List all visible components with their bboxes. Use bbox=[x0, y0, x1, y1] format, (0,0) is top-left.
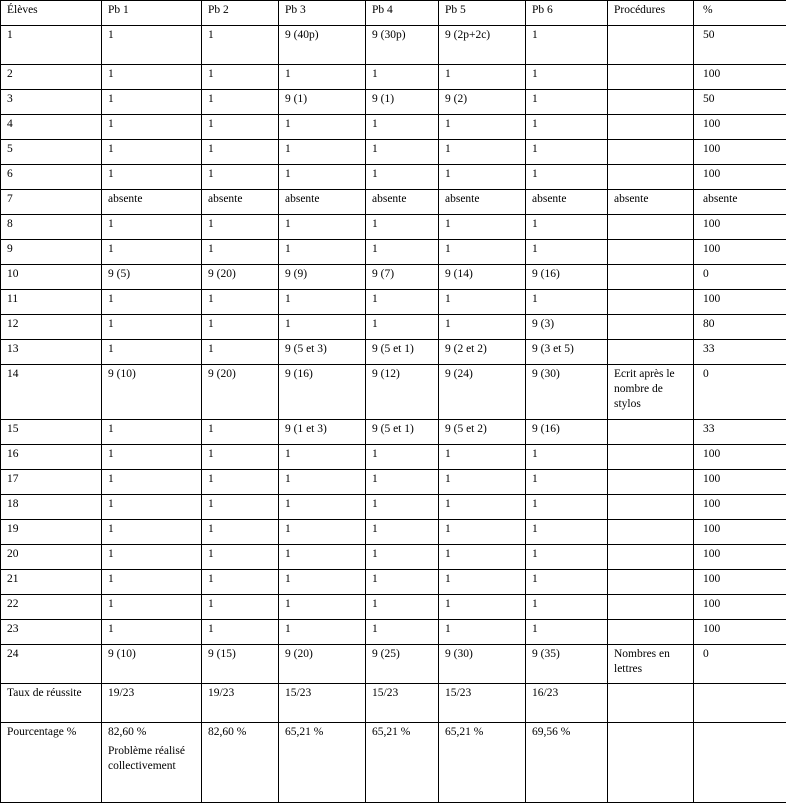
table-row bbox=[1, 265, 786, 290]
cell-pb1: 1 bbox=[102, 140, 202, 165]
cell-pb6: 1 bbox=[526, 545, 608, 570]
cell-eleve: 4 bbox=[1, 115, 102, 140]
cell-pb2: 1 bbox=[202, 545, 279, 570]
cell-pb5: 1 bbox=[439, 65, 526, 90]
cell-eleve: 24 bbox=[1, 645, 102, 684]
cell-pb4: 1 bbox=[366, 215, 439, 240]
percentage-value: 82,60 % bbox=[108, 726, 147, 738]
cell-pb6: 1 bbox=[526, 290, 608, 315]
cell-procedures bbox=[608, 470, 694, 495]
cell-pb5: 1 bbox=[439, 620, 526, 645]
cell-pb4: 1 bbox=[366, 65, 439, 90]
pourcentage-row bbox=[1, 723, 786, 803]
cell-procedures bbox=[608, 723, 694, 803]
cell-pb1: 1 bbox=[102, 165, 202, 190]
cell-pb6: 69,56 % bbox=[526, 723, 608, 803]
cell-eleve: 1 bbox=[1, 26, 102, 65]
cell-pourcent: absente bbox=[694, 190, 786, 215]
cell-procedures bbox=[608, 26, 694, 65]
cell-pb2: 1 bbox=[202, 340, 279, 365]
cell-pb6: 9 (35) bbox=[526, 645, 608, 684]
table-row bbox=[1, 115, 786, 140]
table-row bbox=[1, 445, 786, 470]
cell-procedures bbox=[608, 140, 694, 165]
cell-pb2: 1 bbox=[202, 65, 279, 90]
cell-eleve: 8 bbox=[1, 215, 102, 240]
table-row bbox=[1, 620, 786, 645]
table-row bbox=[1, 340, 786, 365]
cell-pb5: 1 bbox=[439, 115, 526, 140]
cell-eleve: 17 bbox=[1, 470, 102, 495]
cell-pourcent: 100 bbox=[694, 520, 786, 545]
cell-eleve: 18 bbox=[1, 495, 102, 520]
cell-pb2: 1 bbox=[202, 520, 279, 545]
cell-pb4: 1 bbox=[366, 290, 439, 315]
cell-pb1: 1 bbox=[102, 470, 202, 495]
cell-eleve: Taux de réussite bbox=[1, 684, 102, 723]
cell-eleve: 11 bbox=[1, 290, 102, 315]
cell-pb4: 15/23 bbox=[366, 684, 439, 723]
cell-procedures bbox=[608, 215, 694, 240]
table-row bbox=[1, 26, 786, 65]
cell-pb4: Pb 4 bbox=[366, 1, 439, 26]
cell-pb6: 1 bbox=[526, 90, 608, 115]
cell-pourcent: 100 bbox=[694, 595, 786, 620]
cell-pb6: 1 bbox=[526, 620, 608, 645]
table-body bbox=[1, 1, 786, 803]
cell-pb4: 9 (12) bbox=[366, 365, 439, 420]
cell-pourcent: 100 bbox=[694, 240, 786, 265]
cell-pb2: 1 bbox=[202, 215, 279, 240]
cell-pourcent: 0 bbox=[694, 265, 786, 290]
cell-pourcent: 100 bbox=[694, 570, 786, 595]
cell-pb1: 1 bbox=[102, 290, 202, 315]
cell-pb4: absente bbox=[366, 190, 439, 215]
cell-pb3: 1 bbox=[279, 115, 366, 140]
cell-pb6: 1 bbox=[526, 445, 608, 470]
cell-eleve: 23 bbox=[1, 620, 102, 645]
cell-pb1: 1 bbox=[102, 90, 202, 115]
cell-eleve: 12 bbox=[1, 315, 102, 340]
cell-eleve: 21 bbox=[1, 570, 102, 595]
cell-pb5: 9 (24) bbox=[439, 365, 526, 420]
cell-pb3: 1 bbox=[279, 290, 366, 315]
cell-pb5: 9 (14) bbox=[439, 265, 526, 290]
table-row bbox=[1, 190, 786, 215]
cell-pb5: 1 bbox=[439, 595, 526, 620]
cell-pb3: 1 bbox=[279, 165, 366, 190]
cell-eleve: Pourcentage % bbox=[1, 723, 102, 803]
cell-pb1: 1 bbox=[102, 545, 202, 570]
cell-pb6: 1 bbox=[526, 520, 608, 545]
table-row bbox=[1, 215, 786, 240]
cell-pb1: absente bbox=[102, 190, 202, 215]
cell-pb1: 1 bbox=[102, 620, 202, 645]
cell-pb6: 1 bbox=[526, 115, 608, 140]
cell-pb4: 9 (1) bbox=[366, 90, 439, 115]
cell-procedures bbox=[608, 115, 694, 140]
cell-pourcent: 100 bbox=[694, 470, 786, 495]
cell-procedures bbox=[608, 90, 694, 115]
cell-eleve: 2 bbox=[1, 65, 102, 90]
cell-pb1: 19/23 bbox=[102, 684, 202, 723]
cell-pourcent bbox=[694, 684, 786, 723]
cell-procedures bbox=[608, 520, 694, 545]
cell-procedures bbox=[608, 420, 694, 445]
cell-pb3: 1 bbox=[279, 315, 366, 340]
cell-pb5: absente bbox=[439, 190, 526, 215]
table-row bbox=[1, 545, 786, 570]
cell-pb2: 1 bbox=[202, 90, 279, 115]
cell-pb1: 1 bbox=[102, 520, 202, 545]
cell-pourcent: 100 bbox=[694, 445, 786, 470]
cell-pourcent: 100 bbox=[694, 495, 786, 520]
cell-procedures bbox=[608, 65, 694, 90]
cell-pb1: 1 bbox=[102, 240, 202, 265]
cell-procedures bbox=[608, 620, 694, 645]
cell-eleve: Élèves bbox=[1, 1, 102, 26]
cell-pourcent bbox=[694, 723, 786, 803]
cell-eleve: 3 bbox=[1, 90, 102, 115]
cell-eleve: 13 bbox=[1, 340, 102, 365]
cell-pb6: 1 bbox=[526, 240, 608, 265]
cell-pb3: 1 bbox=[279, 545, 366, 570]
cell-pourcent: 80 bbox=[694, 315, 786, 340]
cell-pourcent: 100 bbox=[694, 65, 786, 90]
cell-pourcent: 100 bbox=[694, 165, 786, 190]
cell-pb6: 1 bbox=[526, 165, 608, 190]
taux-row bbox=[1, 684, 786, 723]
cell-pb3: 9 (16) bbox=[279, 365, 366, 420]
cell-procedures: Nombres en lettres bbox=[608, 645, 694, 684]
cell-eleve: 9 bbox=[1, 240, 102, 265]
cell-pb5: 1 bbox=[439, 470, 526, 495]
table-row bbox=[1, 470, 786, 495]
table-row bbox=[1, 595, 786, 620]
cell-pourcent: 100 bbox=[694, 290, 786, 315]
cell-pb3: 1 bbox=[279, 470, 366, 495]
cell-pb4: 1 bbox=[366, 445, 439, 470]
cell-pb1: 1 bbox=[102, 340, 202, 365]
cell-procedures bbox=[608, 495, 694, 520]
cell-pb1: 1 bbox=[102, 65, 202, 90]
cell-pb6: 16/23 bbox=[526, 684, 608, 723]
cell-pb1: 9 (10) bbox=[102, 365, 202, 420]
cell-eleve: 6 bbox=[1, 165, 102, 190]
table-row bbox=[1, 315, 786, 340]
cell-pb3: 15/23 bbox=[279, 684, 366, 723]
cell-pb5: 9 (2p+2c) bbox=[439, 26, 526, 65]
cell-pb1: 1 bbox=[102, 595, 202, 620]
cell-pb5: 15/23 bbox=[439, 684, 526, 723]
cell-pb5: 1 bbox=[439, 140, 526, 165]
cell-pb3: absente bbox=[279, 190, 366, 215]
cell-pb6: 9 (30) bbox=[526, 365, 608, 420]
cell-pb4: 9 (5 et 1) bbox=[366, 420, 439, 445]
table-row bbox=[1, 240, 786, 265]
cell-pb5: 1 bbox=[439, 570, 526, 595]
cell-pb3: 1 bbox=[279, 65, 366, 90]
table-row bbox=[1, 365, 786, 420]
table-row bbox=[1, 290, 786, 315]
cell-pb5: 9 (5 et 2) bbox=[439, 420, 526, 445]
cell-pb5: 1 bbox=[439, 315, 526, 340]
cell-pb2: 9 (15) bbox=[202, 645, 279, 684]
cell-pourcent: 100 bbox=[694, 140, 786, 165]
cell-eleve: 5 bbox=[1, 140, 102, 165]
cell-procedures bbox=[608, 684, 694, 723]
cell-pb2: 1 bbox=[202, 445, 279, 470]
cell-pb2: 82,60 % bbox=[202, 723, 279, 803]
cell-pb6: 9 (16) bbox=[526, 420, 608, 445]
cell-pb4: 1 bbox=[366, 520, 439, 545]
cell-pb5: 1 bbox=[439, 290, 526, 315]
cell-pb4: 1 bbox=[366, 570, 439, 595]
cell-eleve: 19 bbox=[1, 520, 102, 545]
cell-pb1: 9 (5) bbox=[102, 265, 202, 290]
cell-pb3: 9 (1 et 3) bbox=[279, 420, 366, 445]
cell-pourcent: 33 bbox=[694, 420, 786, 445]
cell-procedures bbox=[608, 545, 694, 570]
cell-pb4: 9 (7) bbox=[366, 265, 439, 290]
cell-pb6: 9 (16) bbox=[526, 265, 608, 290]
cell-pb1: 1 bbox=[102, 570, 202, 595]
cell-eleve: 22 bbox=[1, 595, 102, 620]
cell-pb2: 9 (20) bbox=[202, 265, 279, 290]
cell-eleve: 10 bbox=[1, 265, 102, 290]
cell-pb1: 9 (10) bbox=[102, 645, 202, 684]
header-row bbox=[1, 1, 786, 26]
cell-pourcent: 50 bbox=[694, 26, 786, 65]
cell-pb5: 9 (30) bbox=[439, 645, 526, 684]
cell-pb4: 9 (5 et 1) bbox=[366, 340, 439, 365]
cell-pb6: 1 bbox=[526, 140, 608, 165]
cell-pb4: 1 bbox=[366, 140, 439, 165]
cell-pb3: 9 (5 et 3) bbox=[279, 340, 366, 365]
table-row bbox=[1, 65, 786, 90]
table-row bbox=[1, 495, 786, 520]
cell-procedures bbox=[608, 595, 694, 620]
cell-pb4: 1 bbox=[366, 620, 439, 645]
cell-pb2: 1 bbox=[202, 570, 279, 595]
cell-procedures bbox=[608, 315, 694, 340]
cell-eleve: 20 bbox=[1, 545, 102, 570]
cell-pb5: 1 bbox=[439, 215, 526, 240]
cell-pb2: 1 bbox=[202, 420, 279, 445]
collective-note: Problème réalisé collectivement bbox=[108, 745, 185, 772]
cell-procedures bbox=[608, 340, 694, 365]
cell-pb4: 1 bbox=[366, 240, 439, 265]
cell-pb2: 9 (20) bbox=[202, 365, 279, 420]
cell-procedures: absente bbox=[608, 190, 694, 215]
cell-pb2: 1 bbox=[202, 240, 279, 265]
cell-pb2: 1 bbox=[202, 26, 279, 65]
cell-pb2: 1 bbox=[202, 140, 279, 165]
cell-pb4: 65,21 % bbox=[366, 723, 439, 803]
cell-pb4: 1 bbox=[366, 495, 439, 520]
cell-pb2: 19/23 bbox=[202, 684, 279, 723]
cell-pb2: 1 bbox=[202, 165, 279, 190]
cell-procedures bbox=[608, 265, 694, 290]
cell-pb2: 1 bbox=[202, 470, 279, 495]
cell-pb1 bbox=[102, 723, 202, 803]
cell-pb5: 1 bbox=[439, 445, 526, 470]
cell-pb1: 1 bbox=[102, 26, 202, 65]
cell-pb3: 1 bbox=[279, 140, 366, 165]
cell-pb6: 1 bbox=[526, 215, 608, 240]
cell-pb2: 1 bbox=[202, 315, 279, 340]
cell-pb1: 1 bbox=[102, 420, 202, 445]
cell-pb3: 1 bbox=[279, 240, 366, 265]
cell-pb3: 1 bbox=[279, 595, 366, 620]
cell-procedures: Ecrit après le nombre de stylos bbox=[608, 365, 694, 420]
cell-pb5: 65,21 % bbox=[439, 723, 526, 803]
cell-pourcent: 50 bbox=[694, 90, 786, 115]
table-row bbox=[1, 520, 786, 545]
cell-pb1: 1 bbox=[102, 315, 202, 340]
cell-pb1: Pb 1 bbox=[102, 1, 202, 26]
cell-pb6: 9 (3) bbox=[526, 315, 608, 340]
table-row bbox=[1, 140, 786, 165]
cell-procedures bbox=[608, 290, 694, 315]
table-row bbox=[1, 645, 786, 684]
cell-pb6: 1 bbox=[526, 470, 608, 495]
cell-pb2: 1 bbox=[202, 595, 279, 620]
cell-pb5: 1 bbox=[439, 495, 526, 520]
table-row bbox=[1, 570, 786, 595]
cell-pb3: 1 bbox=[279, 215, 366, 240]
cell-pb3: 9 (20) bbox=[279, 645, 366, 684]
cell-pb6: 1 bbox=[526, 26, 608, 65]
cell-pourcent: 0 bbox=[694, 365, 786, 420]
cell-eleve: 7 bbox=[1, 190, 102, 215]
cell-pb6: 9 (3 et 5) bbox=[526, 340, 608, 365]
cell-pb1: 1 bbox=[102, 215, 202, 240]
cell-pb3: 9 (1) bbox=[279, 90, 366, 115]
table-row bbox=[1, 165, 786, 190]
cell-pourcent: 100 bbox=[694, 620, 786, 645]
cell-pourcent: 100 bbox=[694, 215, 786, 240]
cell-pb3: 1 bbox=[279, 445, 366, 470]
cell-pourcent: 100 bbox=[694, 115, 786, 140]
cell-pb6: 1 bbox=[526, 495, 608, 520]
cell-procedures bbox=[608, 165, 694, 190]
cell-pb1: 1 bbox=[102, 495, 202, 520]
cell-pb6: Pb 6 bbox=[526, 1, 608, 26]
cell-pb5: 9 (2) bbox=[439, 90, 526, 115]
cell-pb2: 1 bbox=[202, 495, 279, 520]
cell-pb2: 1 bbox=[202, 290, 279, 315]
cell-procedures bbox=[608, 570, 694, 595]
cell-pb6: 1 bbox=[526, 595, 608, 620]
cell-pb5: Pb 5 bbox=[439, 1, 526, 26]
cell-pb4: 1 bbox=[366, 315, 439, 340]
cell-pourcent: 0 bbox=[694, 645, 786, 684]
cell-eleve: 14 bbox=[1, 365, 102, 420]
cell-procedures bbox=[608, 445, 694, 470]
table-row bbox=[1, 90, 786, 115]
cell-procedures: Procédures bbox=[608, 1, 694, 26]
cell-pb3: Pb 3 bbox=[279, 1, 366, 26]
cell-pb6: 1 bbox=[526, 65, 608, 90]
cell-pb1: 1 bbox=[102, 445, 202, 470]
cell-pourcent: 33 bbox=[694, 340, 786, 365]
cell-pb2: 1 bbox=[202, 115, 279, 140]
cell-pb5: 1 bbox=[439, 165, 526, 190]
cell-pb5: 1 bbox=[439, 520, 526, 545]
cell-pb4: 1 bbox=[366, 595, 439, 620]
cell-pb3: 65,21 % bbox=[279, 723, 366, 803]
cell-pb2: 1 bbox=[202, 620, 279, 645]
cell-eleve: 15 bbox=[1, 420, 102, 445]
cell-pb6: absente bbox=[526, 190, 608, 215]
cell-pb2: Pb 2 bbox=[202, 1, 279, 26]
cell-pb4: 9 (30p) bbox=[366, 26, 439, 65]
cell-pb4: 9 (25) bbox=[366, 645, 439, 684]
cell-pb6: 1 bbox=[526, 570, 608, 595]
table-row bbox=[1, 420, 786, 445]
cell-pourcent: % bbox=[694, 1, 786, 26]
cell-pb3: 9 (9) bbox=[279, 265, 366, 290]
cell-procedures bbox=[608, 240, 694, 265]
cell-pb3: 1 bbox=[279, 520, 366, 545]
cell-pb5: 1 bbox=[439, 545, 526, 570]
cell-pb4: 1 bbox=[366, 545, 439, 570]
cell-pb4: 1 bbox=[366, 165, 439, 190]
cell-pb1: 1 bbox=[102, 115, 202, 140]
cell-pb3: 9 (40p) bbox=[279, 26, 366, 65]
cell-pb4: 1 bbox=[366, 470, 439, 495]
cell-pb3: 1 bbox=[279, 620, 366, 645]
cell-eleve: 16 bbox=[1, 445, 102, 470]
cell-pb4: 1 bbox=[366, 115, 439, 140]
cell-pb2: absente bbox=[202, 190, 279, 215]
cell-pb3: 1 bbox=[279, 570, 366, 595]
cell-pb5: 9 (2 et 2) bbox=[439, 340, 526, 365]
cell-pb3: 1 bbox=[279, 495, 366, 520]
cell-pb5: 1 bbox=[439, 240, 526, 265]
cell-pourcent: 100 bbox=[694, 545, 786, 570]
